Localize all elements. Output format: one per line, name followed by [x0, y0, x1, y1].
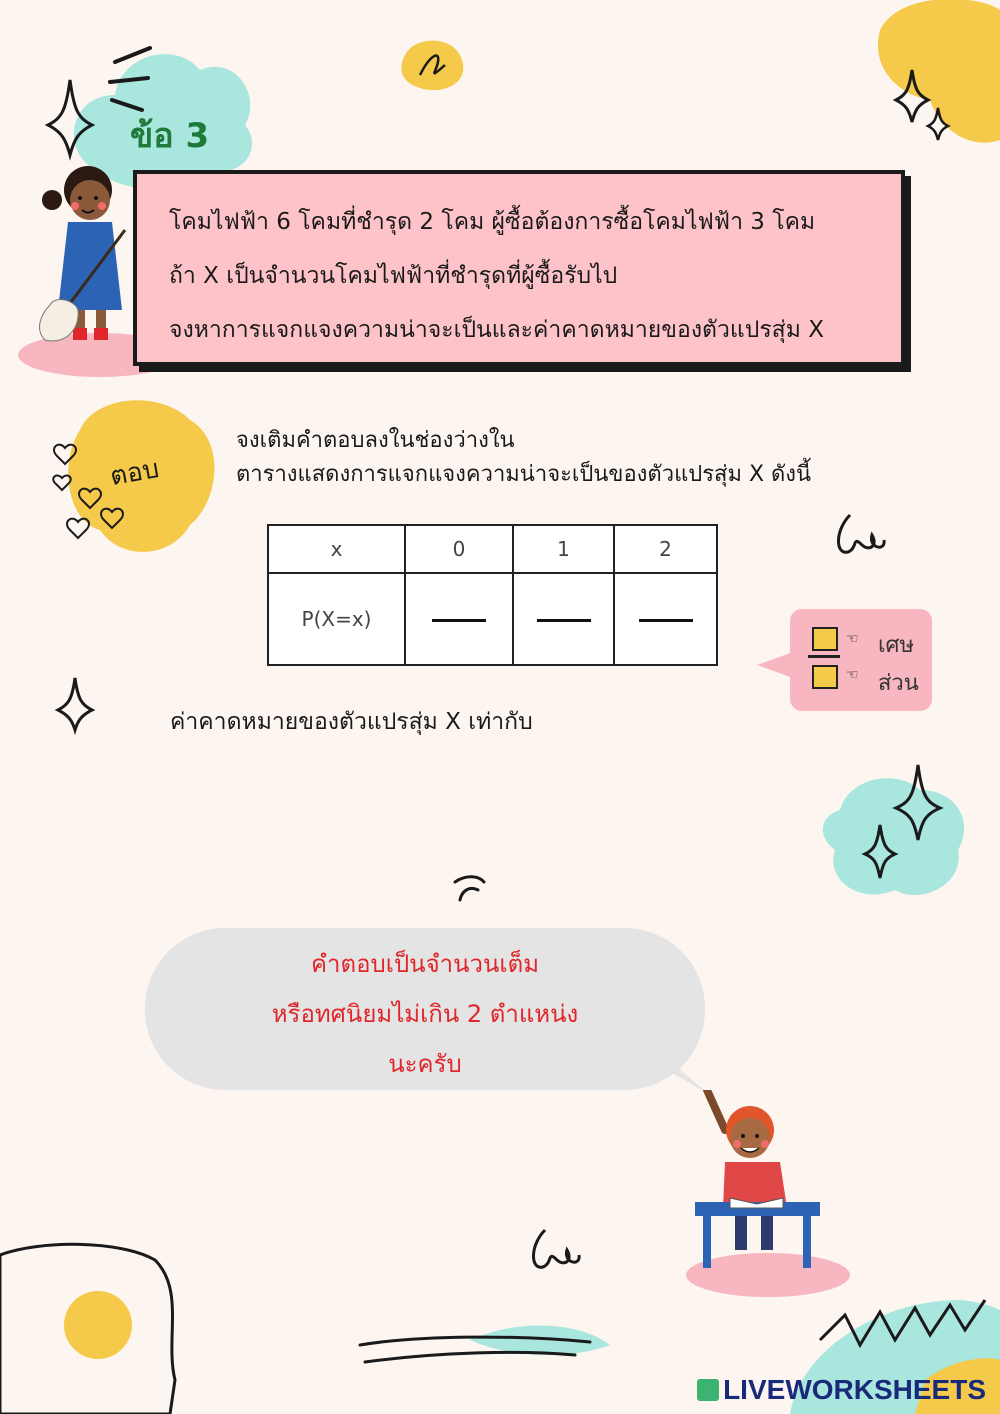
table-cell-x1: 1 [513, 525, 614, 573]
numerator-box-icon [812, 627, 838, 651]
table-header-probability: P(X=x) [268, 573, 405, 665]
fraction-blank[interactable] [639, 619, 693, 622]
pointing-hand-icon: ☜ [846, 631, 859, 647]
answer-blank-p2[interactable] [614, 573, 717, 665]
question-line-1: โคมไฟฟ้า 6 โคมที่ชำรุด 2 โคม ผู้ซื้อต้องการซื้อโคมไฟฟ้า 3 โคม [169, 209, 816, 235]
answer-format-note-bubble [145, 928, 705, 1090]
liveworksheets-icon [697, 1379, 719, 1401]
question-number-title: ข้อ 3 [130, 116, 210, 156]
answer-blank-p1[interactable] [513, 573, 614, 665]
fraction-hint-box [790, 609, 932, 711]
liveworksheets-wordmark: LIVEWORKSHEETS [723, 1374, 986, 1405]
denominator-label: ส่วน [878, 671, 919, 696]
answer-blank-p0[interactable] [405, 573, 513, 665]
fraction-bar [808, 655, 840, 658]
girl-sweeping-illustration [30, 160, 150, 350]
table-cell-x0: 0 [405, 525, 513, 573]
numerator-label: เศษ [878, 633, 914, 658]
instruction-line-1: จงเติมคำตอบลงในช่องว่างใน [236, 428, 515, 453]
answer-label: ตอบ [107, 453, 162, 493]
pointing-hand-icon: ☜ [846, 667, 859, 683]
liveworksheets-logo [697, 1374, 986, 1406]
instruction-line-2: ตารางแสดงการแจกแจงความน่าจะเป็นของตัวแปรสุ่ม X ดังนี้ [236, 462, 812, 487]
table-row [268, 525, 717, 573]
probability-distribution-table [267, 524, 718, 666]
note-line-2: หรือทศนิยมไม่เกิน 2 ตำแหน่ง [271, 1000, 579, 1028]
table-header-x: x [268, 525, 405, 573]
question-line-3: จงหาการแจกแจงความน่าจะเป็นและค่าคาดหมายของตัวแปรสุ่ม X [169, 317, 824, 343]
fraction-blank[interactable] [537, 619, 591, 622]
table-cell-x2: 2 [614, 525, 717, 573]
table-row [268, 573, 717, 665]
denominator-box-icon [812, 665, 838, 689]
fraction-blank[interactable] [432, 619, 486, 622]
expectation-prompt: ค่าคาดหมายของตัวแปรสุ่ม X เท่ากับ [170, 709, 533, 735]
question-box [133, 170, 905, 366]
note-line-3: นะครับ [388, 1050, 462, 1078]
expectation-answer-field[interactable] [580, 700, 720, 732]
note-line-1: คำตอบเป็นจำนวนเต็ม [310, 950, 540, 978]
question-line-2: ถ้า X เป็นจำนวนโคมไฟฟ้าที่ชำรุดที่ผู้ซื้อรับไป [169, 263, 618, 289]
boy-at-desk-illustration [695, 1090, 835, 1280]
